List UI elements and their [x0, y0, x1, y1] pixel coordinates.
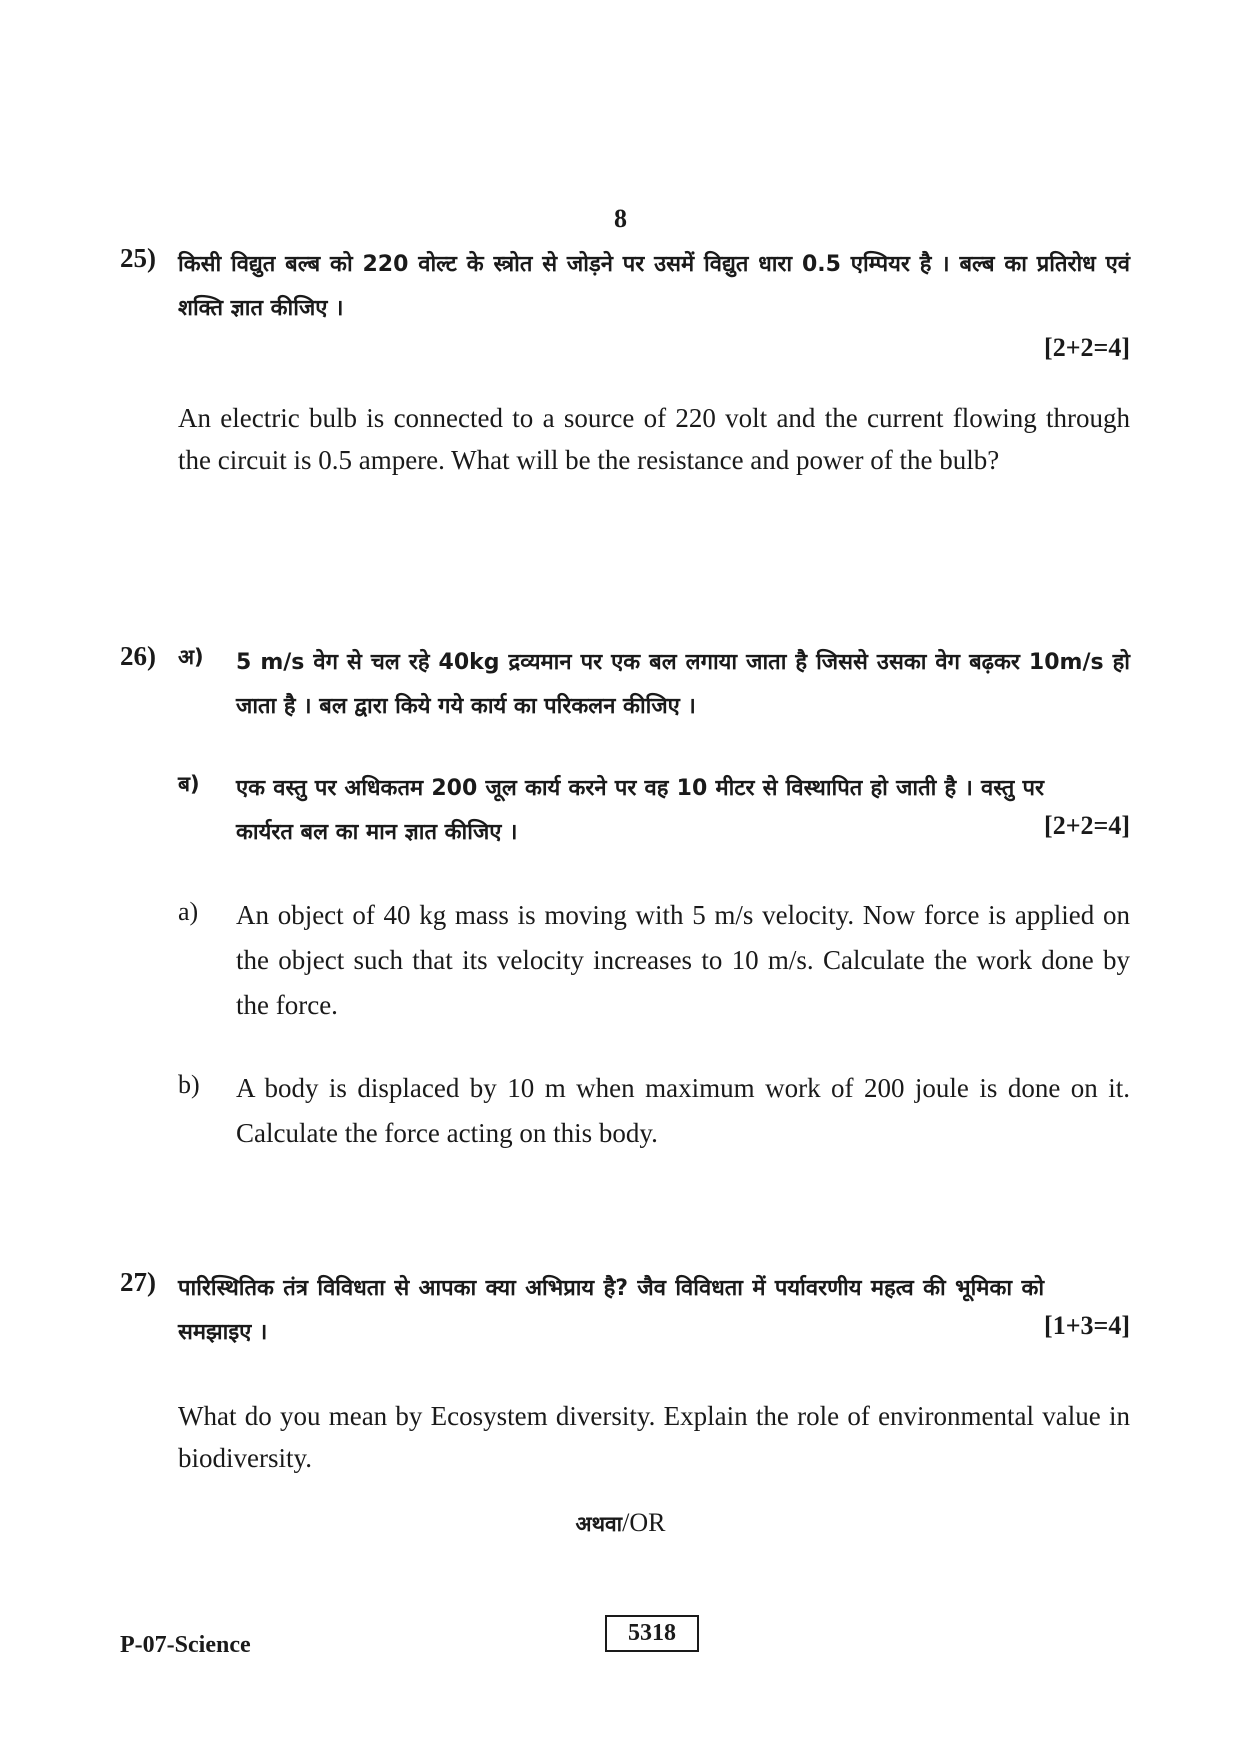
question-english-text: An electric bulb is connected to a source of 220 volt and the current flowing through the circuit is 0.5 ampere. What will be the resistance and power of the bulb?	[178, 403, 1130, 475]
subpart-b-hindi-text: एक वस्तु पर अधिकतम 200 जूल कार्य करने पर वह 10 मीटर से विस्थापित हो जाती है । वस्तु पर कार्यरत बल का मान ज्ञात कीजिए ।	[236, 776, 1045, 845]
question-hindi-text: किसी विद्युत बल्ब को 220 वोल्ट के स्त्रोत से जोड़ने पर उसमें विद्युत धारा 0.5 एम्पियर है । बल्ब का प्रतिरोध एवं शक्ति ज्ञात कीजिए ।	[178, 252, 1130, 321]
subpart-label-a: a)	[178, 897, 199, 926]
subpart-a-english-text: An object of 40 kg mass is moving with 5 m/s velocity. Now force is applied on the object such that its velocity increases to 10 m/s. Calculate the work done by the force.	[236, 900, 1130, 1020]
question-hindi-text: पारिस्थितिक तंत्र विविधता से आपका क्या अभिप्राय है? जैव विविधता में पर्यावरणीय महत्व की भूमिका को समझाइए ।	[178, 1276, 1045, 1345]
question-26	[120, 641, 1130, 1161]
question-25	[120, 243, 1130, 533]
or-separator	[0, 1508, 1241, 1538]
question-number: 27)	[120, 1267, 156, 1297]
question-number: 26)	[120, 641, 156, 671]
question-marks: [1+3=4]	[1044, 1311, 1130, 1340]
subpart-b-english-text: A body is displaced by 10 m when maximum work of 200 joule is done on it. Calculate the force acting on this body.	[236, 1073, 1130, 1148]
question-marks: [2+2=4]	[1044, 811, 1130, 840]
subpart-label-b-hindi: ब)	[178, 772, 200, 796]
question-marks: [2+2=4]	[1044, 333, 1130, 362]
or-hindi: अथवा	[575, 1512, 623, 1536]
subpart-label-a-hindi: अ)	[178, 645, 204, 669]
or-english: /OR	[622, 1508, 666, 1537]
question-english-text: What do you mean by Ecosystem diversity. Explain the role of environmental value in biodiversity.	[178, 1401, 1130, 1473]
subpart-label-b: b)	[178, 1070, 200, 1099]
paper-code: P-07-Science	[120, 1632, 251, 1658]
question-number: 25)	[120, 243, 156, 273]
question-27	[120, 1267, 1130, 1487]
subpart-a-hindi-text: 5 m/s वेग से चल रहे 40kg द्रव्यमान पर एक बल लगाया जाता है जिससे उसका वेग बढ़कर 10m/s हो जाता है । बल द्वारा किये गये कार्य का परिकलन कीजिए ।	[236, 650, 1130, 719]
booklet-code-box: 5318	[605, 1615, 699, 1652]
page-number: 8	[614, 204, 627, 233]
